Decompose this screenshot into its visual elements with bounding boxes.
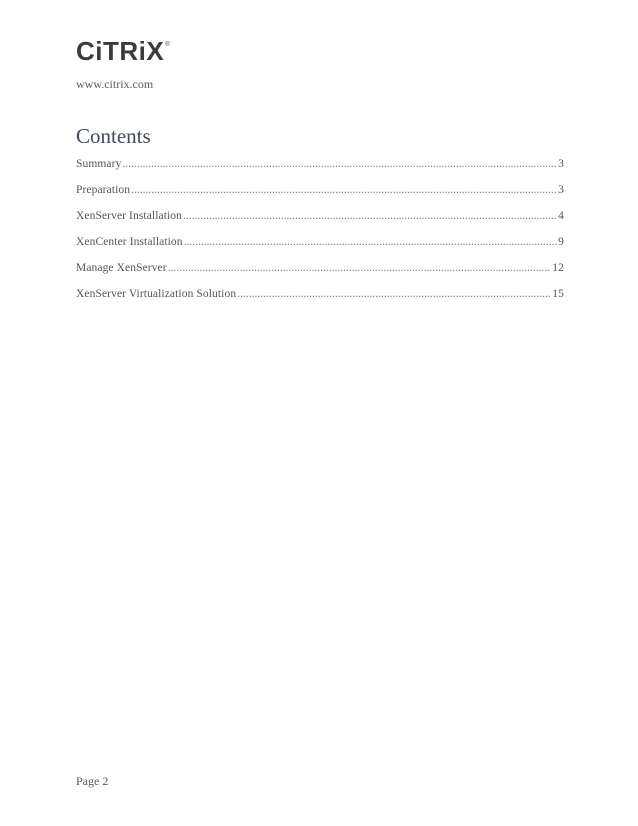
- toc-title: Contents: [76, 124, 151, 148]
- toc-entry-page: 9: [558, 236, 564, 248]
- toc-entry-label: Manage XenServer: [76, 262, 167, 274]
- toc-entry-virtualization-solution[interactable]: [76, 288, 564, 314]
- header-url: www.citrix.com: [76, 77, 154, 91]
- toc-entry-label: XenCenter Installation: [76, 236, 183, 248]
- toc-leader-dots: [122, 158, 557, 170]
- toc-entry-label: Summary: [76, 158, 122, 170]
- toc-entry-preparation[interactable]: [76, 184, 564, 210]
- toc-entry-page: 4: [558, 210, 564, 222]
- logo-trademark: ®: [165, 42, 170, 48]
- toc-leader-dots: [131, 184, 557, 196]
- toc-leader-dots: [183, 210, 557, 222]
- toc-entry-page: 3: [558, 184, 564, 196]
- page-number: Page 2: [76, 774, 109, 788]
- toc-entry-xenserver-installation[interactable]: [76, 210, 564, 236]
- citrix-logo: [76, 36, 170, 66]
- toc-entry-page: 12: [552, 262, 564, 274]
- toc-entry-label: XenServer Installation: [76, 210, 182, 222]
- toc-leader-dots: [168, 262, 552, 274]
- table-of-contents: [76, 158, 564, 314]
- toc-entry-page: 15: [552, 288, 564, 300]
- toc-leader-dots: [237, 288, 551, 300]
- logo-wordmark: CiTRiX: [76, 36, 165, 66]
- toc-entry-manage-xenserver[interactable]: [76, 262, 564, 288]
- toc-entry-page: 3: [558, 158, 564, 170]
- toc-entry-label: XenServer Virtualization Solution: [76, 288, 237, 300]
- toc-entry-summary[interactable]: [76, 158, 564, 184]
- toc-entry-label: Preparation: [76, 184, 131, 196]
- toc-entry-xencenter-installation[interactable]: [76, 236, 564, 262]
- toc-leader-dots: [184, 236, 558, 248]
